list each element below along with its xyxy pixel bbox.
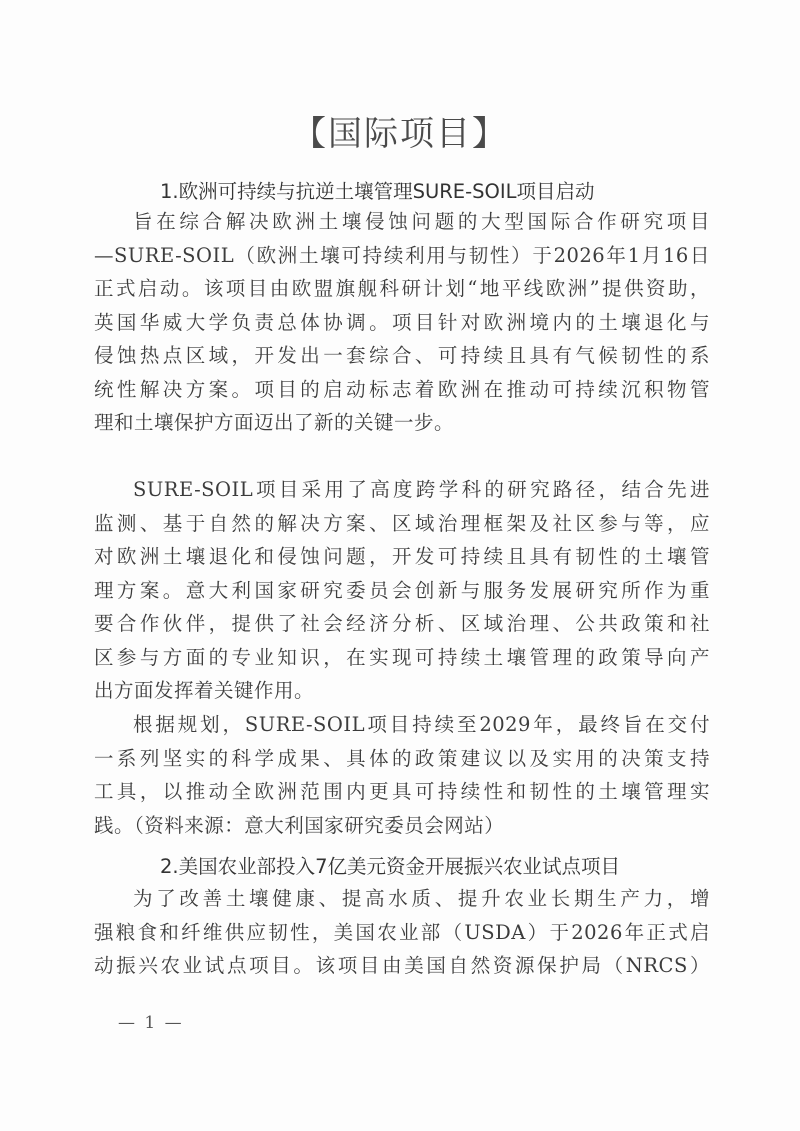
article-2-paragraph-1 bbox=[94, 882, 710, 983]
text-line: 侵蚀热点区域，开发出一套综合、可持续且具有气候韧性的系 bbox=[94, 344, 710, 367]
article-1-paragraph-2 bbox=[94, 473, 710, 708]
text-line: 监测、基于自然的解决方案、区域治理框架及社区参与等，应 bbox=[94, 511, 710, 535]
text-line: —SURE-SOIL（欧洲土壤可持续利用与韧性）于2026年1月16日 bbox=[94, 243, 710, 267]
text-line: 为了改善土壤健康、提高水质、提升农业长期生产力，增 bbox=[133, 887, 710, 910]
article-heading-2: 2.美国农业部投入7亿美元资金开展振兴农业试点项目 bbox=[160, 855, 621, 878]
text-line: 出方面发挥着关键作用。 bbox=[94, 679, 315, 702]
article-1-paragraph-1 bbox=[94, 205, 710, 440]
text-line: SURE-SOIL项目采用了高度跨学科的研究路径，结合先进 bbox=[133, 478, 710, 501]
text-line: 区参与方面的专业知识，在实现可持续土壤管理的政策导向产 bbox=[94, 645, 710, 669]
text-line: 工具，以推动全欧洲范围内更具可持续性和韧性的土壤管理实 bbox=[94, 780, 710, 803]
section-title: 【国际项目】 bbox=[292, 114, 508, 154]
text-line: 英国华威大学负责总体协调。项目针对欧洲境内的土壤退化与 bbox=[94, 310, 710, 334]
text-line: 动振兴农业试点项目。该项目由美国自然资源保护局（NRCS） bbox=[94, 954, 710, 977]
article-1-paragraph-3 bbox=[94, 708, 710, 842]
article-heading-1: 1.欧洲可持续与抗逆土壤管理SURE-SOIL项目启动 bbox=[160, 180, 595, 203]
text-line: 要合作伙伴，提供了社会经济分析、区域治理、公共政策和社 bbox=[94, 612, 710, 635]
text-line: 旨在综合解决欧洲土壤侵蚀问题的大型国际合作研究项目 bbox=[133, 210, 710, 233]
text-line: 践。（资料来源：意大利国家研究委员会网站） bbox=[94, 813, 505, 837]
text-line: 理方案。意大利国家研究委员会创新与服务发展研究所作为重 bbox=[94, 578, 710, 602]
text-line: 一系列坚实的科学成果、具体的政策建议以及实用的决策支持 bbox=[94, 746, 710, 770]
text-line: 统性解决方案。项目的启动标志着欧洲在推动可持续沉积物管 bbox=[94, 377, 710, 401]
text-line: 理和土壤保护方面迈出了新的关键一步。 bbox=[94, 411, 455, 434]
text-line: 正式启动。该项目由欧盟旗舰科研计划“地平线欧洲”提供资助， bbox=[94, 277, 710, 300]
text-line: 强粮食和纤维供应韧性，美国农业部（USDA）于2026年正式启 bbox=[94, 920, 710, 944]
page-number: — 1 — bbox=[118, 1013, 184, 1033]
text-line: 根据规划，SURE-SOIL项目持续至2029年，最终旨在交付 bbox=[133, 713, 710, 736]
text-line: 对欧洲土壤退化和侵蚀问题，开发可持续且具有韧性的土壤管 bbox=[94, 545, 710, 568]
